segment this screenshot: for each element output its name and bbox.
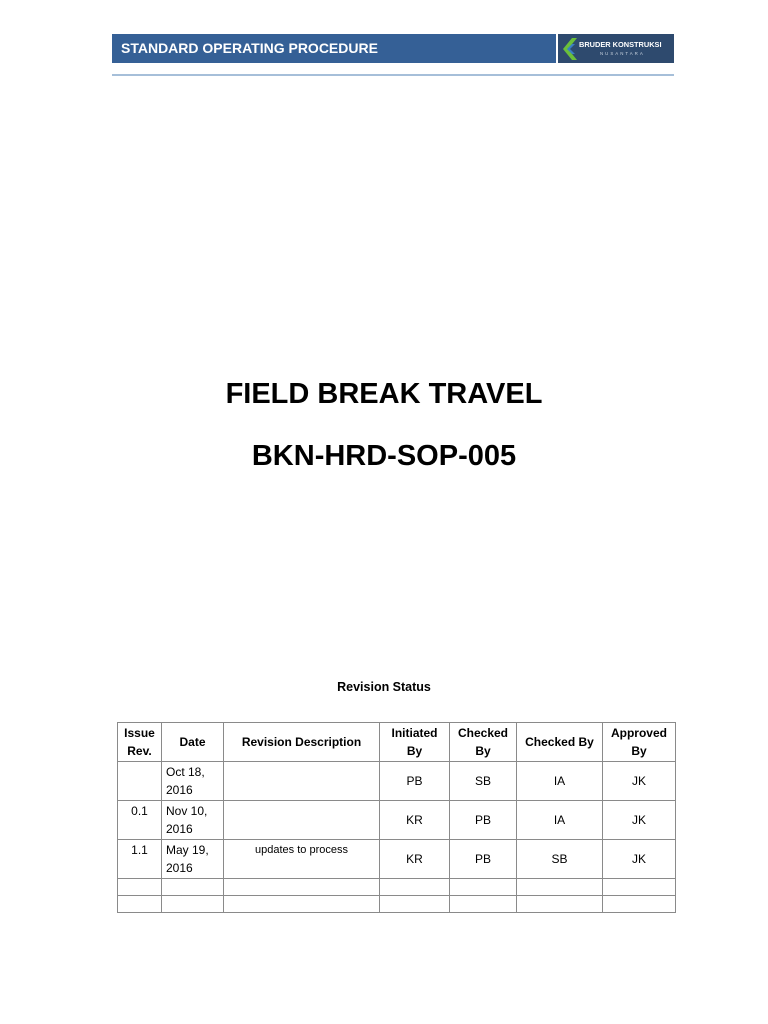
cell-rev: 1.1 bbox=[118, 840, 162, 879]
table-row bbox=[118, 801, 676, 840]
cell-rev bbox=[118, 762, 162, 801]
table-header-row bbox=[118, 723, 676, 762]
cell-initiated bbox=[380, 896, 450, 913]
company-logo bbox=[558, 34, 674, 63]
cell-checked: PB bbox=[450, 840, 517, 879]
revision-table-caption: Revision Status bbox=[337, 680, 431, 694]
cell-checked bbox=[517, 879, 603, 896]
header-bar bbox=[112, 34, 556, 63]
cell-approved: JK bbox=[603, 801, 676, 840]
logo-subtitle: NUSANTARA bbox=[600, 51, 645, 56]
cell-checked bbox=[450, 896, 517, 913]
column-header: Revision Description bbox=[224, 723, 380, 762]
cell-initiated: KR bbox=[380, 840, 450, 879]
column-header: Date bbox=[162, 723, 224, 762]
cell-initiated: PB bbox=[380, 762, 450, 801]
table-row bbox=[118, 896, 676, 913]
cell-checked: SB bbox=[450, 762, 517, 801]
cell-date bbox=[162, 896, 224, 913]
cell-date bbox=[162, 879, 224, 896]
table-row bbox=[118, 879, 676, 896]
column-header: Issue Rev. bbox=[118, 723, 162, 762]
cell-approved: JK bbox=[603, 840, 676, 879]
cell-checked: SB bbox=[517, 840, 603, 879]
document-title: FIELD BREAK TRAVEL bbox=[225, 378, 543, 410]
cell-date: Oct 18, 2016 bbox=[162, 762, 224, 801]
cell-rev: 0.1 bbox=[118, 801, 162, 840]
cell-approved bbox=[603, 896, 676, 913]
column-header: Checked By bbox=[450, 723, 517, 762]
cell-description bbox=[224, 896, 380, 913]
column-header: Checked By bbox=[517, 723, 603, 762]
cell-approved: JK bbox=[603, 762, 676, 801]
revision-status-table bbox=[117, 722, 676, 913]
cell-checked: IA bbox=[517, 801, 603, 840]
header-title: STANDARD OPERATING PROCEDURE bbox=[121, 40, 378, 56]
header-divider bbox=[112, 74, 674, 76]
cell-checked bbox=[450, 879, 517, 896]
logo-mark-icon bbox=[563, 38, 577, 60]
cell-checked: IA bbox=[517, 762, 603, 801]
cell-checked: PB bbox=[450, 801, 517, 840]
document-code: BKN-HRD-SOP-005 bbox=[251, 440, 517, 472]
cell-description bbox=[224, 801, 380, 840]
column-header: Approved By bbox=[603, 723, 676, 762]
logo-name: BRUDER KONSTRUKSI bbox=[579, 40, 662, 49]
cell-approved bbox=[603, 879, 676, 896]
table-row bbox=[118, 840, 676, 879]
cell-checked bbox=[517, 896, 603, 913]
cell-date: May 19, 2016 bbox=[162, 840, 224, 879]
cell-description bbox=[224, 879, 380, 896]
cell-description: updates to process bbox=[224, 840, 380, 879]
cell-initiated bbox=[380, 879, 450, 896]
cell-description bbox=[224, 762, 380, 801]
column-header: Initiated By bbox=[380, 723, 450, 762]
cell-rev bbox=[118, 896, 162, 913]
cell-rev bbox=[118, 879, 162, 896]
table-row bbox=[118, 762, 676, 801]
cell-initiated: KR bbox=[380, 801, 450, 840]
cell-date: Nov 10, 2016 bbox=[162, 801, 224, 840]
